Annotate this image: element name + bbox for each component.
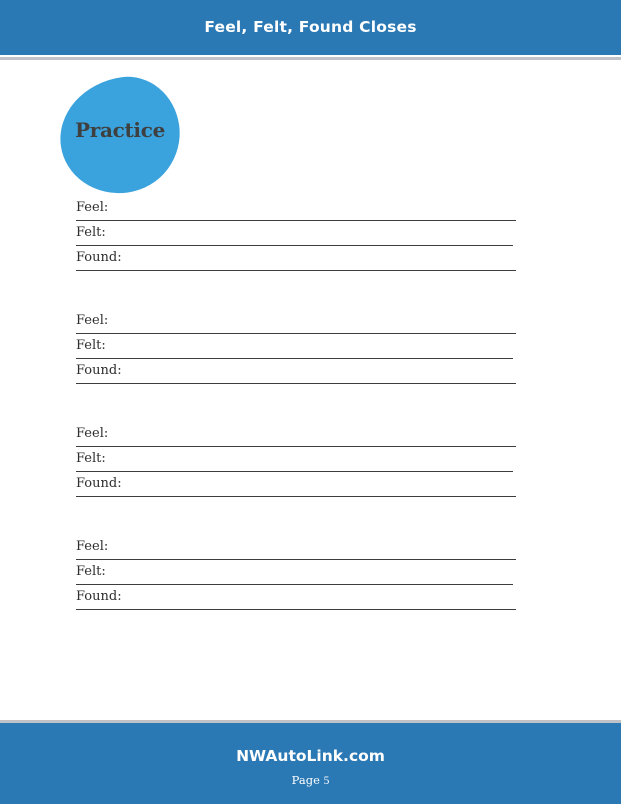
footer-page-number bbox=[0, 773, 621, 787]
line-label-felt: Felt: bbox=[76, 225, 106, 240]
practice-line-found[interactable] bbox=[76, 363, 516, 388]
line-label-feel: Feel: bbox=[76, 539, 109, 554]
practice-line-found[interactable] bbox=[76, 589, 516, 614]
practice-line-felt[interactable] bbox=[76, 564, 516, 589]
write-in-rule[interactable] bbox=[76, 446, 516, 447]
write-in-rule[interactable] bbox=[76, 496, 516, 497]
write-in-rule[interactable] bbox=[76, 584, 513, 585]
practice-line-feel[interactable] bbox=[76, 200, 516, 225]
line-label-felt: Felt: bbox=[76, 451, 106, 466]
line-label-feel: Feel: bbox=[76, 313, 109, 328]
practice-group bbox=[76, 539, 516, 614]
practice-badge bbox=[60, 78, 180, 193]
header-divider bbox=[0, 57, 621, 60]
practice-group bbox=[76, 200, 516, 275]
practice-line-feel[interactable] bbox=[76, 313, 516, 338]
write-in-rule[interactable] bbox=[76, 358, 513, 359]
practice-line-found[interactable] bbox=[76, 476, 516, 501]
write-in-rule[interactable] bbox=[76, 609, 516, 610]
practice-group bbox=[76, 313, 516, 388]
practice-line-felt[interactable] bbox=[76, 338, 516, 363]
practice-line-feel[interactable] bbox=[76, 426, 516, 451]
line-label-feel: Feel: bbox=[76, 200, 109, 215]
line-label-felt: Felt: bbox=[76, 338, 106, 353]
page-title: Feel, Felt, Found Closes bbox=[204, 18, 417, 36]
line-label-felt: Felt: bbox=[76, 564, 106, 579]
line-label-found: Found: bbox=[76, 476, 122, 491]
practice-groups bbox=[76, 200, 516, 652]
write-in-rule[interactable] bbox=[76, 559, 516, 560]
practice-group bbox=[76, 426, 516, 501]
practice-line-found[interactable] bbox=[76, 250, 516, 275]
write-in-rule[interactable] bbox=[76, 333, 516, 334]
line-label-found: Found: bbox=[76, 363, 122, 378]
write-in-rule[interactable] bbox=[76, 471, 513, 472]
line-label-feel: Feel: bbox=[76, 426, 109, 441]
footer-website[interactable]: NWAutoLink.com bbox=[236, 747, 385, 765]
line-label-found: Found: bbox=[76, 589, 122, 604]
practice-badge-label: Practice bbox=[74, 118, 166, 142]
line-label-found: Found: bbox=[76, 250, 122, 265]
practice-line-feel[interactable] bbox=[76, 539, 516, 564]
practice-line-felt[interactable] bbox=[76, 451, 516, 476]
write-in-rule[interactable] bbox=[76, 245, 513, 246]
page-number-value: 5 bbox=[323, 775, 330, 787]
write-in-rule[interactable] bbox=[76, 220, 516, 221]
practice-line-felt[interactable] bbox=[76, 225, 516, 250]
page-word: Page bbox=[291, 773, 320, 787]
write-in-rule[interactable] bbox=[76, 270, 516, 271]
write-in-rule[interactable] bbox=[76, 383, 516, 384]
